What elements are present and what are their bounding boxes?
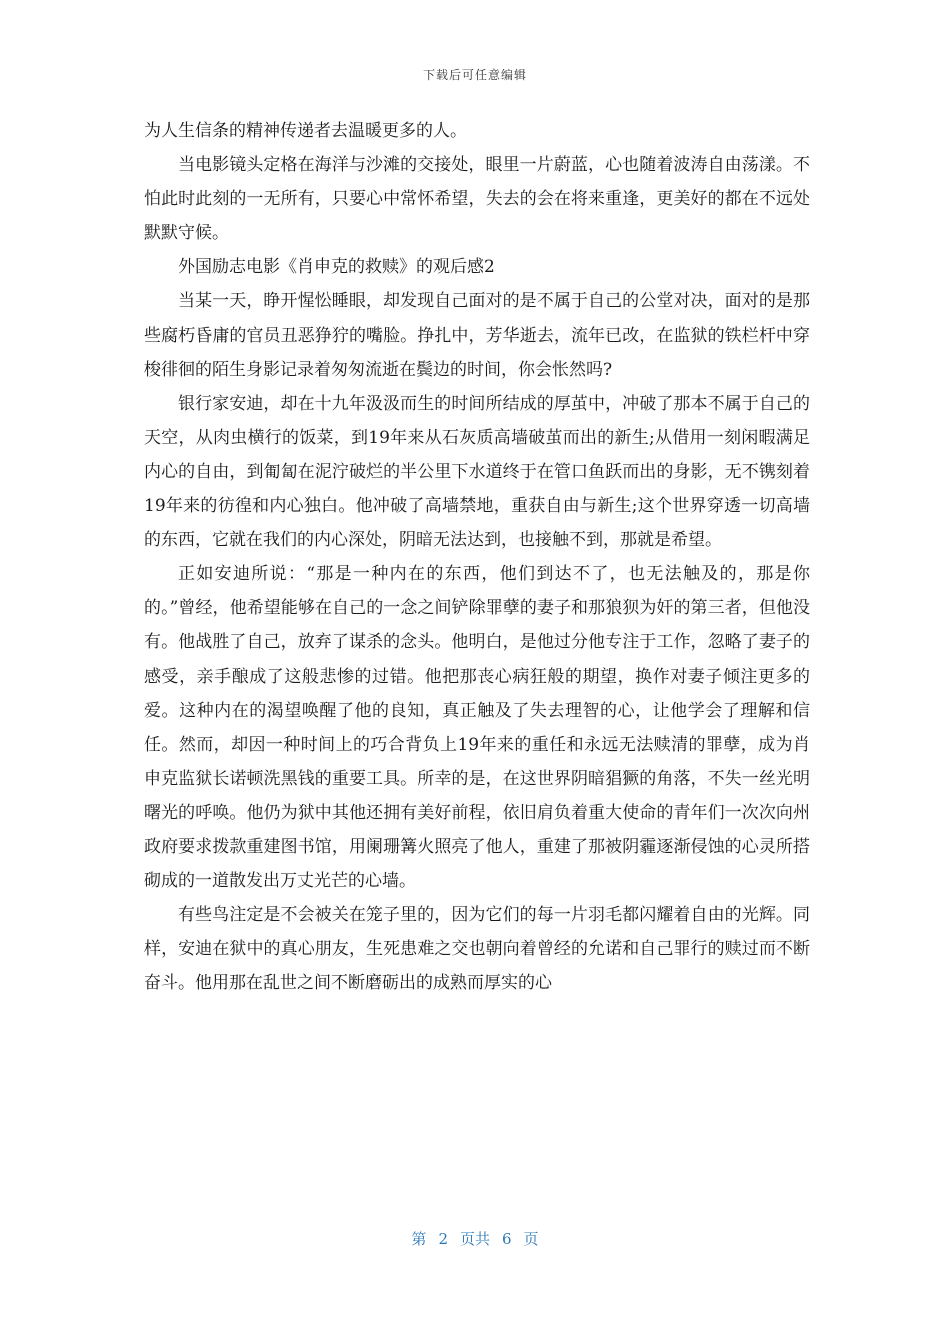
- section-heading: 外国励志电影《肖申克的救赎》的观后感2: [178, 257, 495, 278]
- paragraph-2: 当电影镜头定格在海洋与沙滩的交接处，眼里一片蔚蓝，心也随着波涛自由荡漾。不怕此时此刻的一无所有，只要心中常怀希望，失去的会在将来重逢，更美好的都在不远处默默守候。: [144, 155, 810, 244]
- footer-middle: 页共: [459, 1230, 490, 1248]
- page-header: 下载后可任意编辑: [422, 68, 527, 82]
- paragraph-3: 当某一天，睁开惺忪睡眼，却发现自己面对的是不属于自己的公堂对决，面对的是那些腐朽昏庸的官员丑恶狰狞的嘴脸。挣扎中，芳华逝去，流年已改，在监狱的铁栏杆中穿梭徘徊的陌生身影记录着匆匆流逝在鬓边的时间，你会怅然吗?: [144, 291, 810, 380]
- footer-prefix: 第: [411, 1230, 427, 1248]
- paragraph-1: 为人生信条的精神传递者去温暖更多的人。: [144, 121, 467, 141]
- current-page-number: 2: [438, 1230, 448, 1248]
- page-number-footer: [0, 1228, 950, 1249]
- document-body: [144, 114, 810, 1000]
- paragraph-6: 有些鸟注定是不会被关在笼子里的，因为它们的每一片羽毛都闪耀着自由的光辉。同样，安迪在狱中的真心朋友，生死患难之交也朝向着曾经的允诺和自己罪行的赎过而不断奋斗。他用那在乱世之间不断磨砺出的成熟而厚实的心: [144, 905, 810, 994]
- paragraph-4: 银行家安迪，却在十九年汲汲而生的时间所结成的厚茧中，冲破了那本不属于自己的天空，从肉虫横行的饭菜，到19年来从石灰质高墙破茧而出的新生;从借用一刻闲暇满足内心的自由，到匍匐在泥泞破烂的半公里下水道终于在管口鱼跃而出的身影，无不镌刻着19年来的彷徨和内心独白。他冲破了高墙禁地，重获自由与新生;这个世界穿透一切高墙的东西，它就在我们的内心深处，阴暗无法达到，也接触不到，那就是希望。: [144, 393, 810, 551]
- footer-suffix: 页: [523, 1230, 539, 1248]
- paragraph-5: 正如安迪所说：“那是一种内在的东西，他们到达不了，也无法触及的，那是你的。”曾经，他希望能够在自己的一念之间铲除罪孽的妻子和那狼狈为奸的第三者，但他没有。他战胜了自己，放弃了谋杀的念头。他明白，是他过分他专注于工作，忽略了妻子的感受，亲手酿成了这般悲惨的过错。他把那丧心病狂般的期望，换作对妻子倾注更多的爱。这种内在的渴望唤醒了他的良知，真正触及了失去理智的心，让他学会了理解和信任。然而，却因一种时间上的巧合背负上19年来的重任和永远无法赎清的罪孽，成为肖申克监狱长诺顿洗黑钱的重要工具。所幸的是，在这世界阴暗猖獗的角落，不失一丝光明曙光的呼唤。他仍为狱中其他还拥有美好前程，依旧肩负着重大使命的青年们一次次向州政府要求拨款重建图书馆，用阑珊篝火照亮了他人，重建了那被阴霾逐渐侵蚀的心灵所搭砌成的一道散发出万丈光芒的心墙。: [144, 564, 810, 892]
- total-pages-number: 6: [502, 1230, 512, 1248]
